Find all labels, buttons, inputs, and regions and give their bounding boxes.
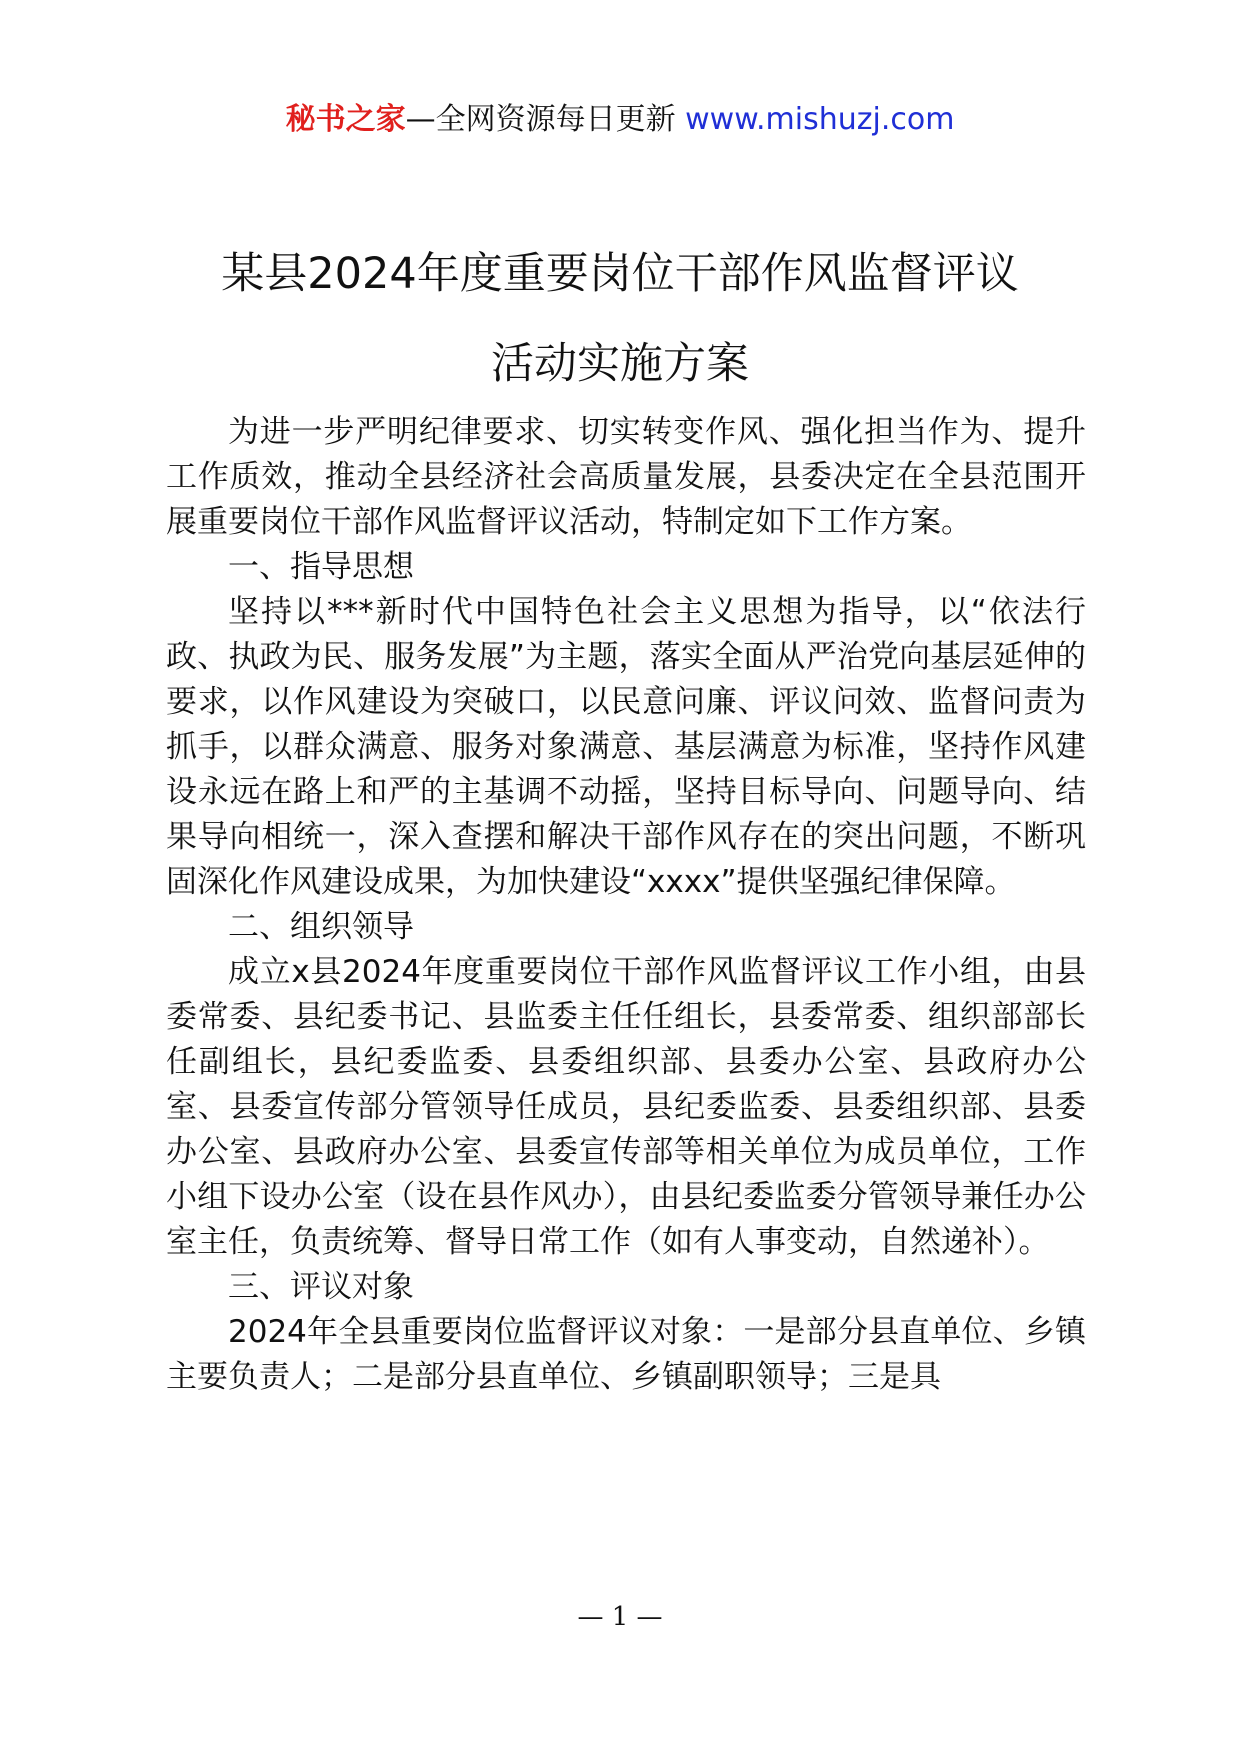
section-paragraph-evaluation-targets: 2024年全县重要岗位监督评议对象：一是部分县直单位、乡镇主要负责人；二是部分县直单位、乡镇副职领导；三是具 [166, 1314, 1086, 1395]
section-heading-organization: 二、组织领导 [228, 909, 414, 945]
site-tagline: —全网资源每日更新 [405, 102, 676, 137]
site-name: 秘书之家 [285, 102, 406, 137]
page-number: — 1 — [577, 1602, 663, 1632]
site-url-link[interactable]: www.mishuzj.com [685, 102, 955, 137]
document-title-line-1: 某县2024年度重要岗位干部作风监督评议 [221, 249, 1019, 299]
document-title-line-2: 活动实施方案 [491, 339, 749, 389]
section-paragraph-guiding-ideology: 坚持以***新时代中国特色社会主义思想为指导，以“依法行政、执政为民、服务发展”为主题，落实全面从严治党向基层延伸的要求，以作风建设为突破口，以民意问廉、评议问效、监督问责为抓手，以群众满意、服务对象满意、基层满意为标准，坚持作风建设永远在路上和严的主基调不动摇，坚持目标导向、问题导向、结果导向相统一，深入查摆和解决干部作风存在的突出问题，不断巩固深化作风建设成果，为加快建设“xxxx”提供坚强纪律保障。 [166, 594, 1086, 900]
intro-paragraph: 为进一步严明纪律要求、切实转变作风、强化担当作为、提升工作质效，推动全县经济社会高质量发展，县委决定在全县范围开展重要岗位干部作风监督评议活动，特制定如下工作方案。 [166, 414, 1086, 540]
section-heading-evaluation-targets: 三、评议对象 [228, 1269, 414, 1305]
site-banner [0, 100, 1240, 140]
section-heading-guiding-ideology: 一、指导思想 [228, 549, 414, 585]
document-body [166, 410, 1086, 1400]
section-paragraph-organization: 成立x县2024年度重要岗位干部作风监督评议工作小组，由县委常委、县纪委书记、县监委主任任组长，县委常委、组织部部长任副组长，县纪委监委、县委组织部、县委办公室、县政府办公室、县委宣传部分管领导任成员，县纪委监委、县委组织部、县委办公室、县政府办公室、县委宣传部等相关单位为成员单位，工作小组下设办公室（设在县作风办），由县纪委监委分管领导兼任办公室主任，负责统筹、督导日常工作（如有人事变动，自然递补）。 [166, 954, 1086, 1260]
